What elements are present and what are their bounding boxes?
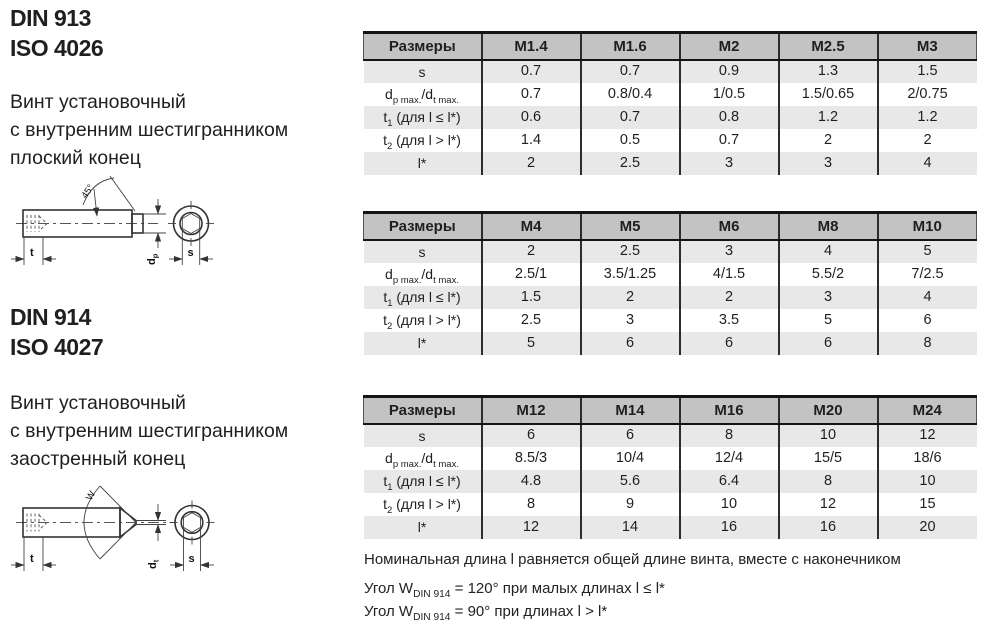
row-label: s [364,424,482,447]
end-view [170,501,215,545]
dimension-value: 12 [779,493,878,516]
sizes-corner-header: Размеры [364,213,482,240]
dimension-value: 3 [680,240,779,263]
dimension-value: 4 [779,240,878,263]
table-row [364,447,977,470]
dimension-value: 2 [482,152,581,175]
socket-depth-label: t [30,247,34,259]
table-row [364,332,977,355]
dimension-value: 1.2 [878,106,977,129]
sizes-corner-header: Размеры [364,397,482,424]
row-label: $d_{p max.}/d_{t max.}$ [385,266,459,286]
dimension-value: 6 [779,332,878,355]
table-row [364,309,977,332]
row-label: $t_2$ (для l > l*) [383,496,461,516]
dimension-value: 3 [779,286,878,309]
dimension-value: 8.5/3 [482,447,581,470]
dimension-value: 2 [680,286,779,309]
description-line: плоский конец [10,147,141,169]
dimension-value: 5.5/2 [779,263,878,286]
row-label: s [364,60,482,83]
tip-diameter-label: $d_p$ [146,253,160,265]
note-angle-120: Угол $W_{DIN 914} = 120^\circ$ при малых длинах l ≤ l* [364,580,665,600]
size-column-header: M20 [779,397,878,424]
dimension-value: 3 [680,152,779,175]
dimension-value: 1.5/0.65 [779,83,878,106]
table-row [364,493,977,516]
cone-point-screw-drawing [6,477,250,595]
dimension-value: 0.8 [680,106,779,129]
dimension-value: 10 [878,470,977,493]
size-column-header: M4 [482,213,581,240]
row-label: $t_1$ (для l ≤ l*) [364,470,482,493]
size-column-header: M16 [680,397,779,424]
dimension-value: 1.2 [779,106,878,129]
size-column-header: M2.5 [779,33,878,60]
dimensions-table-m1_4-m3 [363,31,977,175]
dimension-value: 10 [779,424,878,447]
dimension-value: 2 [878,129,977,152]
din914-standard-heading [10,302,103,362]
dimension-value: 2.5 [581,240,680,263]
row-label: $d_{p max.}/d_{t max.}$ [385,86,459,106]
dimension-value: 8 [878,332,977,355]
size-column-header: M10 [878,213,977,240]
row-label: l* [364,332,482,355]
table-row [364,424,977,447]
dimension-value: 2.5/1 [482,263,581,286]
chamfer-angle-label: 45° [79,182,97,201]
dimension-value: 1.5 [482,286,581,309]
size-column-header: M6 [680,213,779,240]
dimension-value: 1/0.5 [680,83,779,106]
dimension-value: 18/6 [878,447,977,470]
table-row [364,106,977,129]
socket-depth-dimension [11,237,56,265]
dimension-value: 4 [878,286,977,309]
dimension-value: 3 [779,152,878,175]
flat-point-screw-drawing [6,173,238,277]
dimensions-table-m4-m10 [363,211,977,355]
description-line: с внутренним шестигранником [10,119,289,141]
size-column-header: M2 [680,33,779,60]
dimension-value: 4.8 [482,470,581,493]
dimension-value: 5 [482,332,581,355]
standard-line: DIN 913 [10,5,91,31]
dimension-value: 12/4 [680,447,779,470]
wrench-size-dimension [170,530,214,571]
dimension-value: 2.5 [482,309,581,332]
tip-diameter-dimension [136,504,166,569]
dimension-value: 8 [482,493,581,516]
dimension-value: 0.7 [581,60,680,83]
size-column-header: M3 [878,33,977,60]
dimension-value: 16 [779,516,878,539]
dimension-value: 8 [680,424,779,447]
table-row [364,263,977,286]
dimension-value: 16 [680,516,779,539]
row-label: $t_1$ (для l ≤ l*) [364,106,482,129]
standard-line: DIN 914 [10,304,91,330]
dimension-value: 6 [581,424,680,447]
dimension-value: 4/1.5 [680,263,779,286]
dimension-value: 0.6 [482,106,581,129]
tip-diameter-label: $d_t$ [147,559,161,569]
dimension-value: 2/0.75 [878,83,977,106]
table-row [364,152,977,175]
dimension-value: 3.5/1.25 [581,263,680,286]
size-column-header: M8 [779,213,878,240]
table-row [364,83,977,106]
table-row [364,60,977,83]
dimension-value: 6 [581,332,680,355]
dimension-value: 14 [581,516,680,539]
dimension-value: 5 [779,309,878,332]
dimension-value: 0.7 [581,106,680,129]
tip-diameter-dimension [143,199,166,265]
row-label: l* [364,152,482,175]
description-line: Винт установочный [10,91,186,113]
description-line: заостренный конец [10,448,186,470]
table-row [364,286,977,309]
socket-depth-label: t [30,553,34,565]
dimension-value: 5 [878,240,977,263]
dimension-value: 6 [680,332,779,355]
note-nominal-length: Номинальная длина l равняется общей длине винта, вместе с наконечником [364,551,901,568]
table-row [364,516,977,539]
note-angle-90: Угол $W_{DIN 914} = 90^\circ$ при длинах l > l* [364,603,608,623]
end-view [168,201,214,246]
description-line: с внутренним шестигранником [10,420,289,442]
dimension-value: 0.9 [680,60,779,83]
wrench-size-dimension [169,231,213,265]
standard-line: ISO 4026 [10,35,104,61]
dimension-value: 1.3 [779,60,878,83]
table-row [364,240,977,263]
wrench-size-label: s [187,247,194,259]
cone-angle-label: W [84,489,99,503]
table-row [364,129,977,152]
dimension-value: 2 [581,286,680,309]
dimension-value: 7/2.5 [878,263,977,286]
dimension-value: 6.4 [680,470,779,493]
sizes-corner-header: Размеры [364,33,482,60]
dimension-value: 0.7 [680,129,779,152]
row-label: $d_{p max.}/d_{t max.}$ [385,450,459,470]
dimension-value: 15 [878,493,977,516]
dimension-value: 0.8/0.4 [581,83,680,106]
row-label: $t_2$ (для l > l*) [383,312,461,332]
dimension-value: 0.7 [482,83,581,106]
standard-line: ISO 4027 [10,334,104,360]
dimension-value: 0.5 [581,129,680,152]
description-line: Винт установочный [10,392,186,414]
size-column-header: M12 [482,397,581,424]
row-label: l* [364,516,482,539]
row-label: $t_1$ (для l ≤ l*) [364,286,482,309]
size-column-header: M1.6 [581,33,680,60]
dimension-value: 3.5 [680,309,779,332]
dimension-value: 12 [878,424,977,447]
size-column-header: M1.4 [482,33,581,60]
row-label: $t_2$ (для l > l*) [383,132,461,152]
din913-description [10,88,288,172]
socket-depth-dimension [11,537,56,571]
dimensions-table-m12-m24 [363,395,977,539]
dimension-value: 8 [779,470,878,493]
dimension-value: 10/4 [581,447,680,470]
din913-standard-heading [10,3,103,63]
dimension-value: 1.4 [482,129,581,152]
dimension-value: 1.5 [878,60,977,83]
dimension-value: 5.6 [581,470,680,493]
size-column-header: M14 [581,397,680,424]
dimension-value: 3 [581,309,680,332]
dimension-value: 6 [878,309,977,332]
dimension-value: 2 [482,240,581,263]
dimension-value: 2.5 [581,152,680,175]
dimension-value: 12 [482,516,581,539]
din914-description [10,389,288,473]
dimension-value: 9 [581,493,680,516]
dimension-value: 2 [779,129,878,152]
dimension-value: 6 [482,424,581,447]
dimension-value: 4 [878,152,977,175]
dimension-value: 10 [680,493,779,516]
wrench-size-label: s [188,553,195,565]
row-label: s [364,240,482,263]
size-column-header: M5 [581,213,680,240]
table-row [364,470,977,493]
dimension-value: 15/5 [779,447,878,470]
dimension-value: 20 [878,516,977,539]
size-column-header: M24 [878,397,977,424]
dimension-value: 0.7 [482,60,581,83]
